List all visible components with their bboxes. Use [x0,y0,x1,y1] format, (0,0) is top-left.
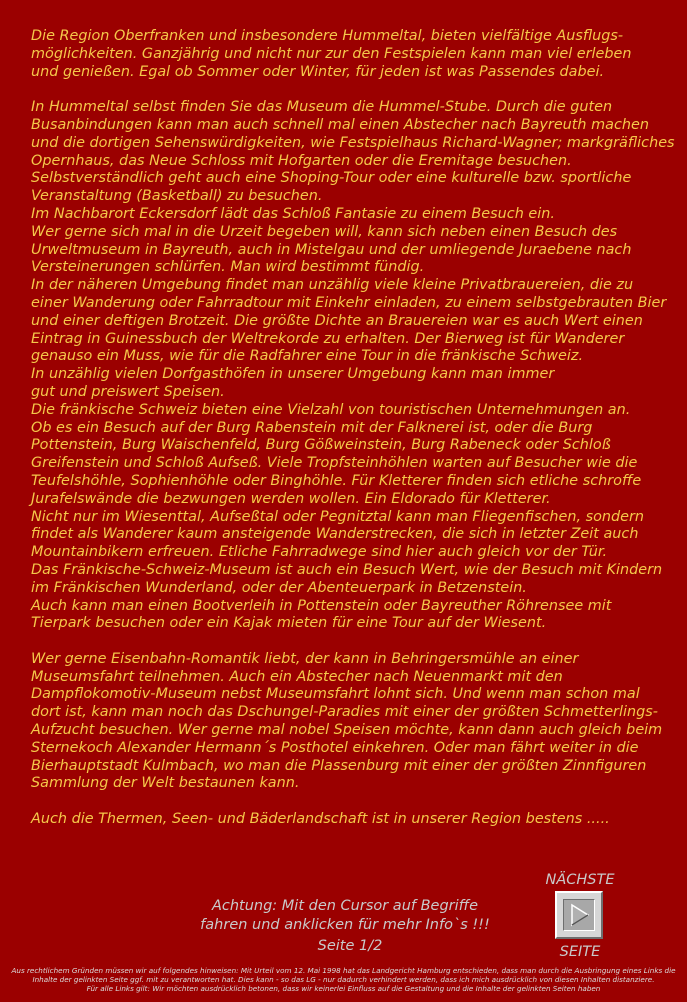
paragraph-gap [31,81,687,99]
hover-hint: Achtung: Mit den Cursor auf Begriffe fahren und anklicken für mehr Info`s !!! [200,898,490,933]
next-label-top[interactable]: NÄCHSTE [545,872,615,888]
paragraph-gap [31,793,687,811]
page-indicator: Seite 1/2 [317,938,383,954]
paragraph-gap [31,633,687,651]
next-label-bottom[interactable]: SEITE [559,944,601,960]
next-button-face [563,899,595,931]
next-page-button[interactable] [555,891,603,939]
legal-disclaimer: Aus rechtlichem Gründen müssen wir auf folgendes hinweisen: Mit Urteil vom 12. Mai 1998 hat das Landgericht Hamburg entschieden, dass man durch die Ausbringung eines Links die Inhalte der gelinkten Seite ggf. mit zu verantworten hat. Dies kann - so das LG - nur dadurch verhindert werden, dass ich mich ausdrücklich von diesen Inhalten distanziere. Für alle Links gilt: Wir möchten ausdrücklich betonen, dass wir keinerlei Einfluss auf die Gestaltung und die Inhalte der gelinkten Seiten haben [11,966,676,993]
main-content [31,28,687,829]
attractions-paragraph: In Hummeltal selbst finden Sie das Museum die Hummel-Stube. Durch die guten Busanbindungen kann man auch schnell mal einen Abstecher nach Bayreuth machen und die dortigen Sehenswürdigkeiten, wie Festspielhaus Richard-Wagner; markgräfliches Opernhaus, das Neue Schloss mit Hofgarten oder die Eremitage besuchen. Selbstverständlich geht auch eine Shoping-Tour oder eine kulturelle bzw. sportliche Veranstaltung (Basketball) zu besuchen. Im Nachbarort Eckersdorf lädt das Schloß Fantasie zu einem Besuch ein. Wer gerne sich mal in die Urzeit begeben will, kann sich neben einen Besuch des Urweltmuseum in Bayreuth, auch in Mistelgau und der umliegende Juraebene nach Versteinerungen schlürfen. Man wird bestimmt fündig. In der näheren Umgebung findet man unzählig viele kleine Privatbrauereien, die zu einer Wanderung oder Fahrradtour mit Einkehr einladen, zu einem selbstgebrauten Bier und einer deftigen Brotzeit. Die größte Dichte an Brauereien war es auch Wert einen Eintrag in Guinessbuch der Weltrekorde zu erhalten. Der Bierweg ist für Wanderer genauso ein Muss, wie für die Radfahrer eine Tour in die fränkische Schweiz. In unzählig vielen Dorfgasthöfen in unserer Umgebung kann man immer gut und preiswert Speisen. Die fränkische Schweiz bieten eine Vielzahl von touristischen Unternehmungen an. Ob es ein Besuch auf der Burg Rabenstein mit der Falknerei ist, oder die Burg Pottenstein, Burg Waischenfeld, Burg Gößweinstein, Burg Rabeneck oder Schloß Greifenstein und Schloß Aufseß. Viele Tropfsteinhöhlen warten auf Besucher wie die Teufelshöhle, Sophienhöhle oder Binghöhle. Für Kletterer finden sich etliche schroffe Jurafelswände die bezwungen werden wollen. Ein Eldorado für Kletterer. Nicht nur im Wiesenttal, Aufseßtal oder Pegnitztal kann man Fliegenfischen, sondern findet als Wanderer kaum ansteigende Wanderstrecken, die sich in letzter Zeit auch Mountainbikern erfreuen. Etliche Fahrradwege sind hier auch gleich vor der Tür. Das Fränkische-Schweiz-Museum ist auch ein Besuch Wert, wie der Besuch mit Kindern im Fränkischen Wunderland, oder der Abenteuerpark in Betzenstein. Auch kann man einen Bootverleih in Pottenstein oder Bayreuther Röhrensee mit Tierpark besuchen oder ein Kajak mieten für eine Tour auf der Wiesent. [31,99,675,632]
intro-paragraph: Die Region Oberfranken und insbesondere Hummeltal, bieten vielfältige Ausflugs- möglichkeiten. Ganzjährig und nicht nur zur den Festspielen kann man viel erleben und genießen. Egal ob Sommer oder Winter, für jeden ist was Passendes dabei. [31,28,632,80]
railway-paragraph: Wer gerne Eisenbahn-Romantik liebt, der kann in Behringersmühle an einer Museumsfahrt teilnehmen. Auch ein Abstecher nach Neuenmarkt mit den Dampflokomotiv-Museum nebst Museumsfahrt lohnt sich. Und wenn man schon mal dort ist, kann man noch das Dschungel-Paradies mit einer der größten Schmetterlings- Aufzucht besuchen. Wer gerne mal nobel Speisen möchte, kann dann auch gleich beim Sternekoch Alexander Hermann´s Posthotel einkehren. Oder man fährt weiter in die Bierhauptstadt Kulmbach, wo man die Plassenburg mit einer der größten Zinnfiguren Sammlung der Welt bestaunen kann. [31,650,663,792]
play-triangle-icon [567,903,591,927]
thermal-paragraph: Auch die Thermen, Seen- und Bäderlandschaft ist in unserer Region bestens ..... [31,811,610,828]
